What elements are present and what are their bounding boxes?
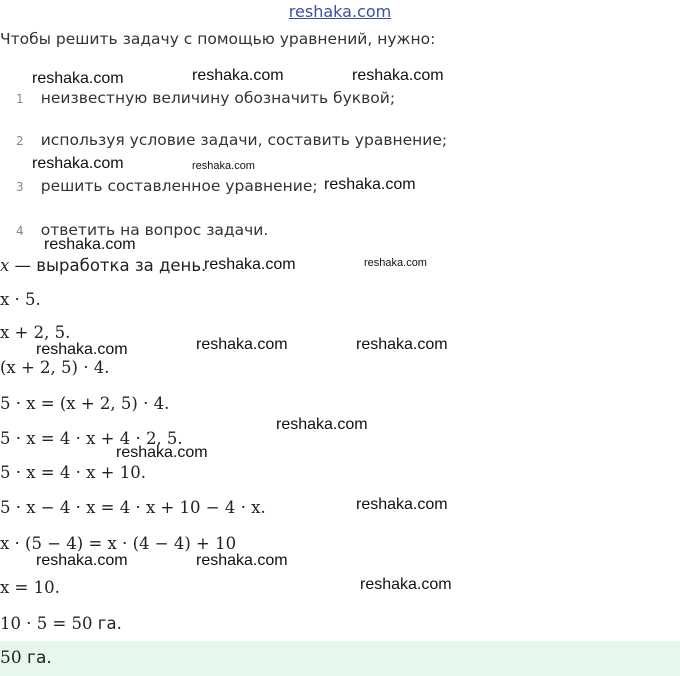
watermark-text: reshaka.com <box>192 67 284 84</box>
answer-text <box>0 648 52 668</box>
watermark-text: reshaka.com <box>32 155 124 172</box>
equation-math: 5 · x = 4 · x + 10. <box>0 463 146 482</box>
equation-math: 5 · x = (x + 2, 5) · 4. <box>0 394 170 413</box>
step-text: решить составленное уравнение; <box>40 177 318 195</box>
watermark-text: reshaka.com <box>352 67 444 84</box>
header-site-link[interactable]: reshaka.com <box>288 2 392 21</box>
equation-math: x · (5 − 4) = x · (4 − 4) + 10 <box>0 534 237 553</box>
watermark-text: reshaka.com <box>204 256 296 273</box>
solution-line <box>0 256 206 275</box>
solution-line <box>0 323 70 342</box>
equation-math: 5 · x = 4 · x + 4 · 2, 5. <box>0 429 183 448</box>
answer-unit: га. <box>21 648 52 668</box>
step-item-3 <box>16 176 318 195</box>
answer-highlight <box>0 641 680 676</box>
equation-math: 10 · 5 = 50 <box>0 614 93 633</box>
watermark-text: reshaka.com <box>360 576 452 593</box>
equation-math: x · 5. <box>0 290 41 309</box>
solution-line <box>0 498 266 517</box>
watermark-text: reshaka.com <box>192 160 255 172</box>
step-number: 1 <box>16 92 24 106</box>
watermark-text: reshaka.com <box>32 70 124 87</box>
solution-line <box>0 394 169 413</box>
equation-text: — выработка за день. <box>9 256 207 275</box>
equation-math: x + 2, 5. <box>0 323 71 342</box>
step-number: 3 <box>16 180 24 194</box>
step-item-1 <box>16 88 395 107</box>
watermark-text: reshaka.com <box>356 496 448 513</box>
watermark-text: reshaka.com <box>356 336 448 353</box>
solution-line <box>0 578 60 597</box>
step-item-2 <box>16 130 447 149</box>
equation-math: 5 · x − 4 · x = 4 · x + 10 − 4 · x. <box>0 498 266 517</box>
step-number: 2 <box>16 134 24 148</box>
equation-math: (x + 2, 5) · 4. <box>0 358 110 377</box>
watermark-text: reshaka.com <box>196 552 288 569</box>
step-text: используя условие задачи, составить уравнение; <box>40 131 448 149</box>
intro-text: Чтобы решить задачу с помощью уравнений, нужно: <box>0 30 436 48</box>
equation-math: x = 10. <box>0 578 60 597</box>
solution-line <box>0 290 41 309</box>
watermark-text: reshaka.com <box>36 341 128 358</box>
watermark-text: reshaka.com <box>276 416 368 433</box>
equation-text: га. <box>92 614 122 633</box>
watermark-text: reshaka.com <box>364 257 427 269</box>
watermark-text: reshaka.com <box>324 176 416 193</box>
watermark-text: reshaka.com <box>36 552 128 569</box>
solution-line <box>0 463 146 482</box>
step-text: ответить на вопрос задачи. <box>40 221 269 239</box>
answer-math: 50 <box>0 648 22 668</box>
equation-math: x <box>0 256 10 275</box>
solution-line <box>0 534 236 553</box>
solution-line <box>0 358 109 377</box>
step-text: неизвестную величину обозначить буквой; <box>40 89 396 107</box>
watermark-text: reshaka.com <box>116 444 208 461</box>
watermark-text: reshaka.com <box>196 336 288 353</box>
step-number: 4 <box>16 224 24 238</box>
watermark-text: reshaka.com <box>44 236 136 253</box>
solution-line <box>0 614 122 633</box>
